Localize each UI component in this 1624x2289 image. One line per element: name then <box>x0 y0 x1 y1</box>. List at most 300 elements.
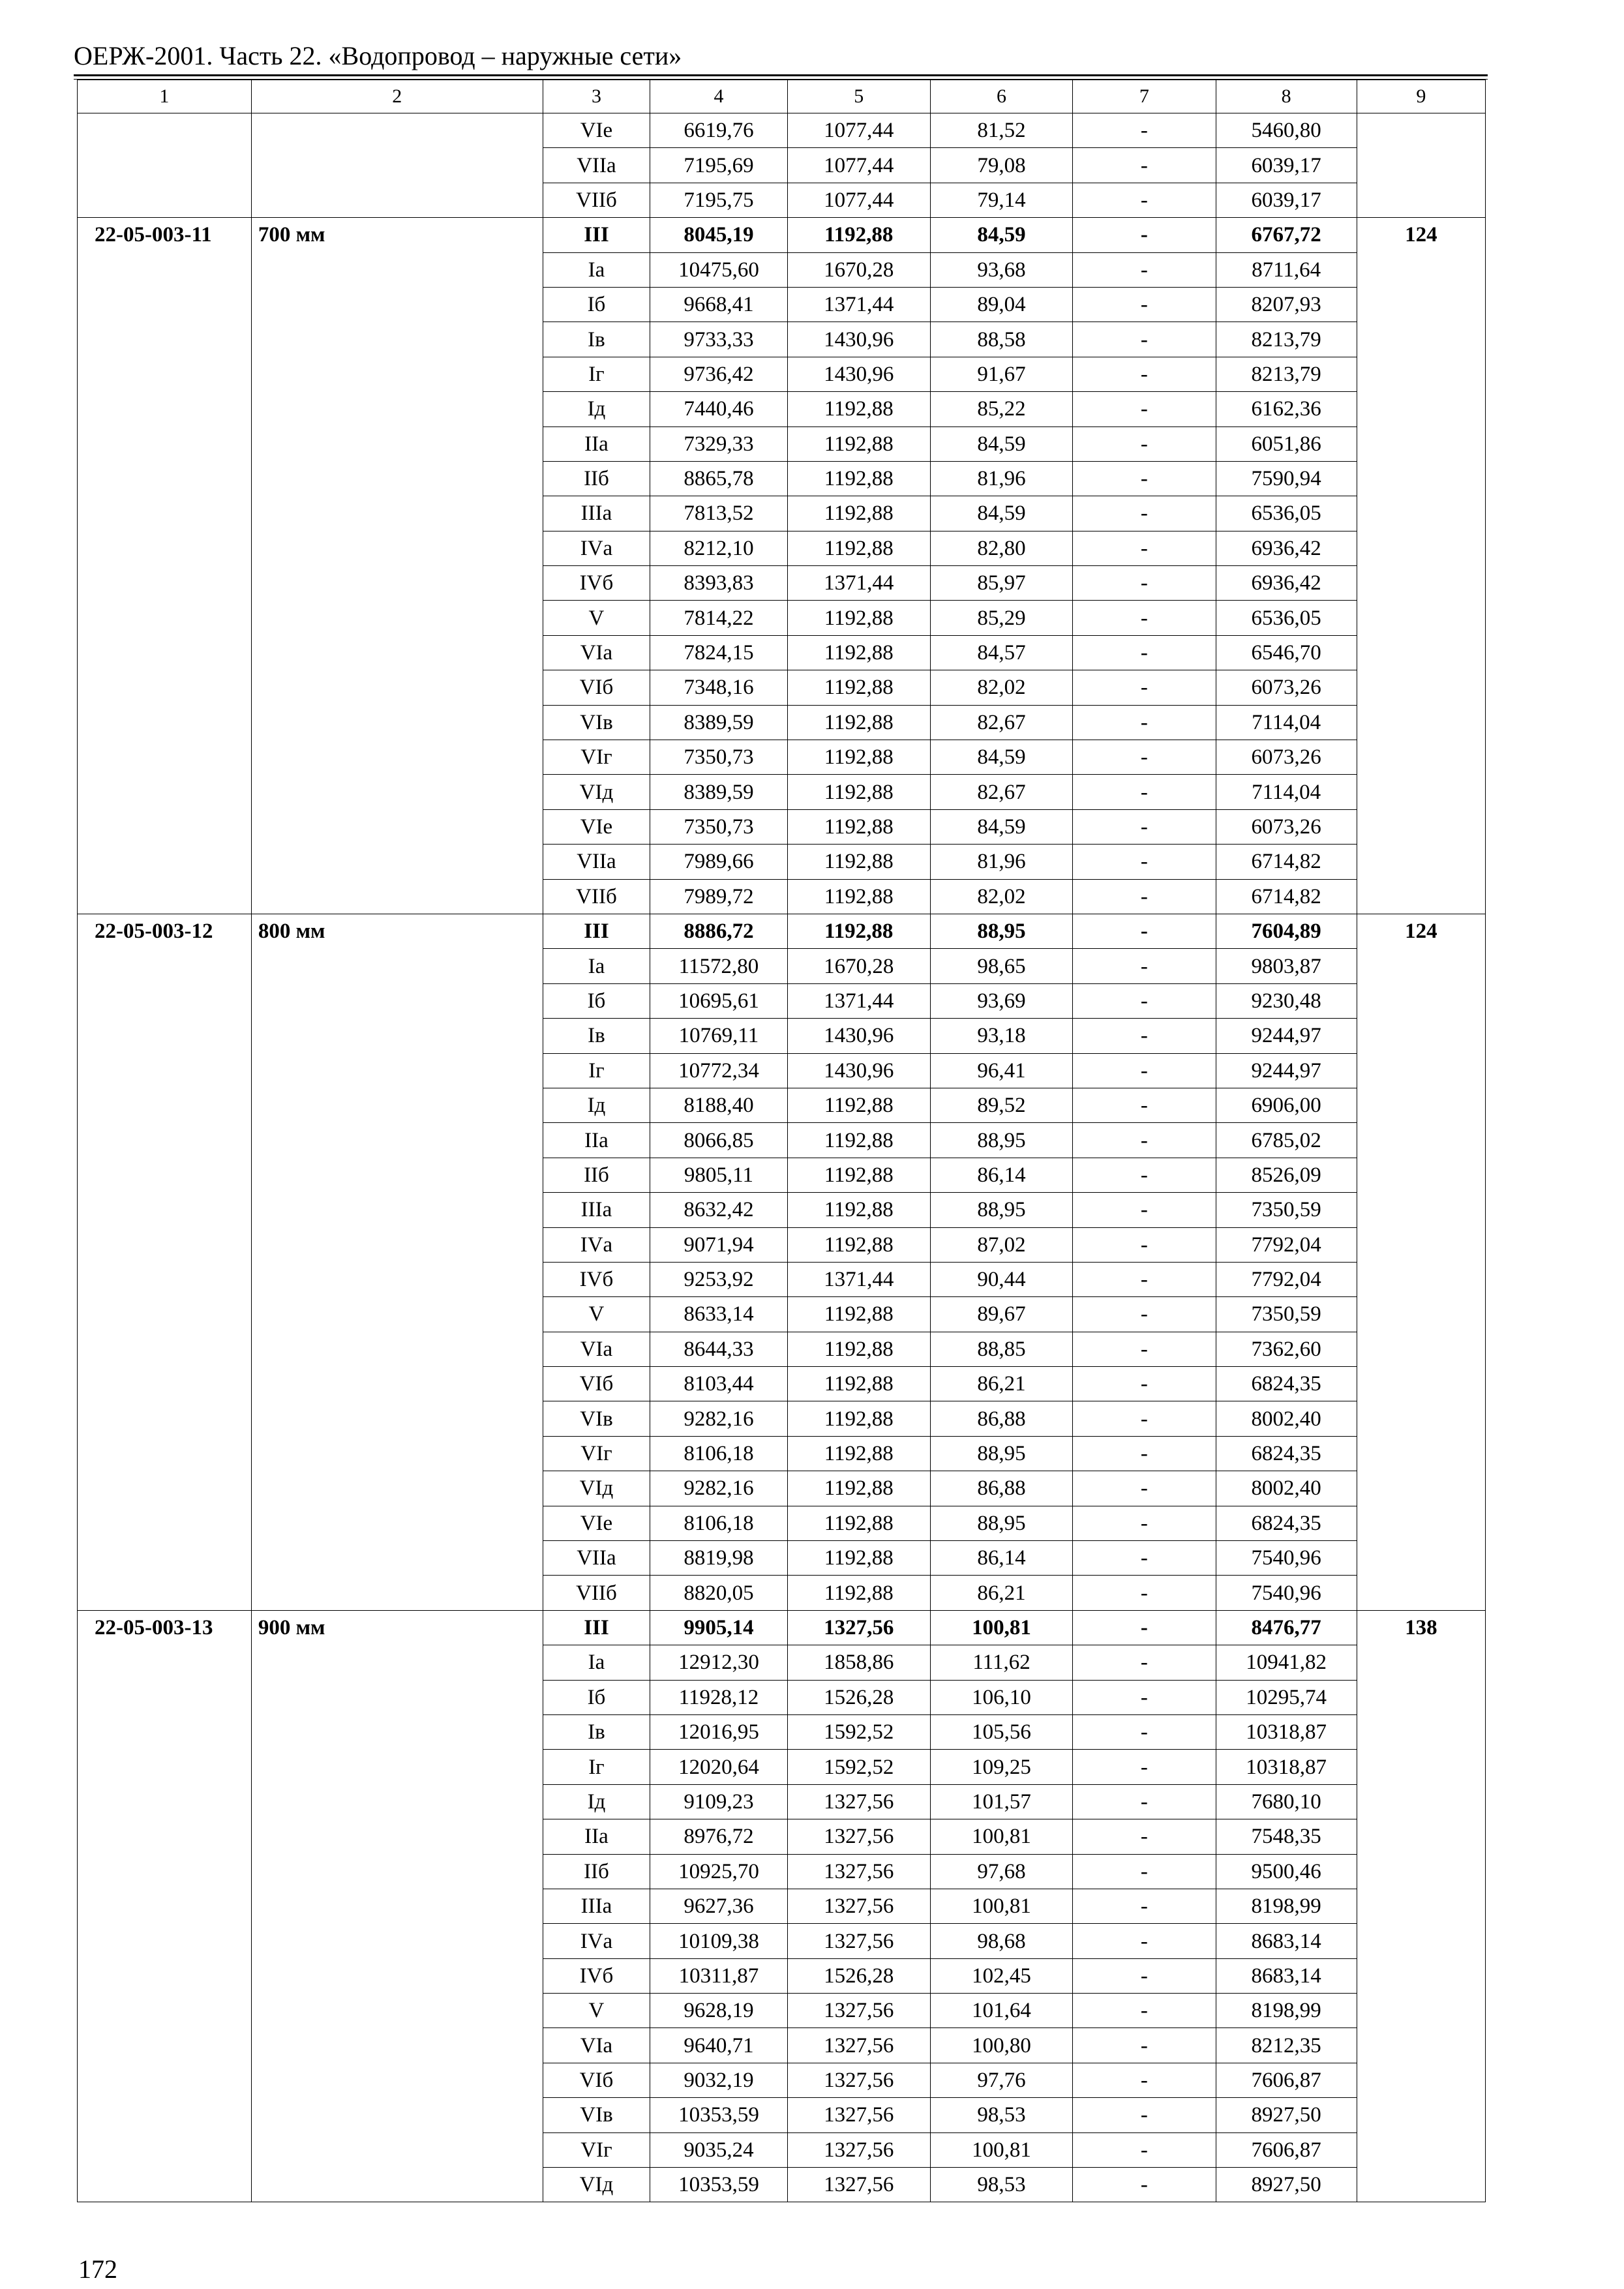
variant-cell: Iв <box>543 1019 650 1053</box>
machine-cost-cell: 88,95 <box>930 914 1072 948</box>
driver-wage-cell: - <box>1073 1889 1216 1923</box>
material-cost-cell: 6936,42 <box>1216 531 1357 565</box>
variant-cell: VIб <box>543 2063 650 2097</box>
labor-cost-cell: 1192,88 <box>787 740 930 775</box>
labor-cost-cell: 1430,96 <box>787 322 930 357</box>
driver-wage-cell: - <box>1073 566 1216 601</box>
total-cost-cell: 7350,73 <box>650 740 787 775</box>
driver-wage-cell: - <box>1073 2132 1216 2167</box>
machine-cost-cell: 100,81 <box>930 2132 1072 2167</box>
labor-cost-cell: 1192,88 <box>787 1506 930 1540</box>
driver-wage-cell: - <box>1073 1854 1216 1889</box>
labor-cost-cell: 1327,56 <box>787 2168 930 2202</box>
labor-cost-cell: 1192,88 <box>787 670 930 705</box>
total-cost-cell: 8389,59 <box>650 705 787 740</box>
variant-cell: III <box>543 914 650 948</box>
variant-cell: VIIб <box>543 879 650 914</box>
driver-wage-cell: - <box>1073 1714 1216 1749</box>
driver-wage-cell: - <box>1073 1924 1216 1958</box>
variant-cell: VIIа <box>543 845 650 879</box>
column-number-row <box>78 80 1486 113</box>
total-cost-cell: 12016,95 <box>650 1714 787 1749</box>
pipe-diameter-cell: 800 мм <box>251 914 543 1610</box>
machine-cost-cell: 89,04 <box>930 287 1072 322</box>
material-cost-cell: 5460,80 <box>1216 113 1357 148</box>
table-row <box>78 218 1486 252</box>
driver-wage-cell: - <box>1073 879 1216 914</box>
machine-cost-cell: 85,97 <box>930 566 1072 601</box>
material-cost-cell: 8213,79 <box>1216 322 1357 357</box>
material-cost-cell: 7792,04 <box>1216 1227 1357 1262</box>
total-cost-cell: 9253,92 <box>650 1262 787 1296</box>
machine-cost-cell: 100,80 <box>930 2028 1072 2063</box>
total-cost-cell: 10769,11 <box>650 1019 787 1053</box>
machine-cost-cell: 90,44 <box>930 1262 1072 1296</box>
driver-wage-cell: - <box>1073 775 1216 809</box>
machine-cost-cell: 98,53 <box>930 2168 1072 2202</box>
pipe-diameter-cell: 700 мм <box>251 218 543 914</box>
rate-code-cell: 22-05-003-11 <box>78 218 252 914</box>
total-cost-cell: 9071,94 <box>650 1227 787 1262</box>
driver-wage-cell: - <box>1073 1019 1216 1053</box>
labor-cost-cell: 1192,88 <box>787 218 930 252</box>
machine-cost-cell: 82,02 <box>930 879 1072 914</box>
variant-cell: VIд <box>543 1471 650 1506</box>
material-cost-cell: 9244,97 <box>1216 1053 1357 1088</box>
variant-cell: V <box>543 1297 650 1332</box>
labor-cost-cell: 1327,56 <box>787 1924 930 1958</box>
machine-cost-cell: 98,68 <box>930 1924 1072 1958</box>
total-cost-cell: 7813,52 <box>650 496 787 531</box>
labor-cost-cell: 1327,56 <box>787 1784 930 1819</box>
labor-cost-cell: 1077,44 <box>787 113 930 148</box>
variant-cell: VIа <box>543 635 650 670</box>
material-cost-cell: 7590,94 <box>1216 461 1357 496</box>
material-cost-cell: 6051,86 <box>1216 426 1357 461</box>
total-cost-cell: 11572,80 <box>650 949 787 983</box>
variant-cell: IVа <box>543 531 650 565</box>
material-cost-cell: 8683,14 <box>1216 1958 1357 1993</box>
material-cost-cell: 6073,26 <box>1216 809 1357 844</box>
labor-cost-cell: 1192,88 <box>787 1088 930 1122</box>
material-cost-cell: 7680,10 <box>1216 1784 1357 1819</box>
material-cost-cell: 6039,17 <box>1216 148 1357 183</box>
material-cost-cell: 8711,64 <box>1216 252 1357 287</box>
labor-cost-cell: 1327,56 <box>787 1889 930 1923</box>
variant-cell: IVб <box>543 1958 650 1993</box>
machine-cost-cell: 97,76 <box>930 2063 1072 2097</box>
material-cost-cell: 6767,72 <box>1216 218 1357 252</box>
total-cost-cell: 10109,38 <box>650 1924 787 1958</box>
rate-code-cell: 22-05-003-13 <box>78 1610 252 2202</box>
material-cost-cell: 7350,59 <box>1216 1297 1357 1332</box>
labor-cost-cell: 1430,96 <box>787 357 930 391</box>
material-cost-cell: 8476,77 <box>1216 1610 1357 1645</box>
driver-wage-cell: - <box>1073 1367 1216 1401</box>
material-cost-cell: 9803,87 <box>1216 949 1357 983</box>
variant-cell: Iб <box>543 287 650 322</box>
driver-wage-cell: - <box>1073 1158 1216 1192</box>
total-cost-cell: 10311,87 <box>650 1958 787 1993</box>
material-cost-cell: 6785,02 <box>1216 1123 1357 1158</box>
machine-cost-cell: 98,65 <box>930 949 1072 983</box>
material-cost-cell: 8198,99 <box>1216 1889 1357 1923</box>
labor-cost-cell: 1192,88 <box>787 1367 930 1401</box>
labor-cost-cell: 1327,56 <box>787 2132 930 2167</box>
material-cost-cell: 9500,46 <box>1216 1854 1357 1889</box>
driver-wage-cell: - <box>1073 809 1216 844</box>
machine-cost-cell: 101,64 <box>930 1994 1072 2028</box>
labor-cost-cell: 1327,56 <box>787 1994 930 2028</box>
variant-cell: IIIа <box>543 496 650 531</box>
variant-cell: IIа <box>543 1819 650 1854</box>
variant-cell: Iг <box>543 357 650 391</box>
labor-cost-cell: 1192,88 <box>787 1297 930 1332</box>
total-cost-cell: 9640,71 <box>650 2028 787 2063</box>
machine-cost-cell: 101,57 <box>930 1784 1072 1819</box>
column-number: 3 <box>543 80 650 113</box>
machine-cost-cell: 82,80 <box>930 531 1072 565</box>
page-header: ОЕРЖ-2001. Часть 22. «Водопровод – наружные сети» <box>74 41 682 70</box>
total-cost-cell: 7195,75 <box>650 183 787 217</box>
table-row <box>78 113 1486 148</box>
machine-cost-cell: 88,58 <box>930 322 1072 357</box>
machine-cost-cell: 88,85 <box>930 1332 1072 1366</box>
labor-cost-cell: 1192,88 <box>787 1193 930 1227</box>
machine-cost-cell: 86,21 <box>930 1367 1072 1401</box>
total-cost-cell: 7824,15 <box>650 635 787 670</box>
machine-cost-cell: 106,10 <box>930 1680 1072 1714</box>
driver-wage-cell: - <box>1073 461 1216 496</box>
total-cost-cell: 10695,61 <box>650 983 787 1018</box>
driver-wage-cell: - <box>1073 1053 1216 1088</box>
variant-cell: VIе <box>543 809 650 844</box>
driver-wage-cell: - <box>1073 392 1216 426</box>
labor-cost-cell: 1192,88 <box>787 705 930 740</box>
labor-cost-cell: 1192,88 <box>787 426 930 461</box>
labor-cost-cell: 1526,28 <box>787 1680 930 1714</box>
variant-cell: IIа <box>543 426 650 461</box>
machine-cost-cell: 86,21 <box>930 1576 1072 1610</box>
labor-cost-cell: 1327,56 <box>787 1854 930 1889</box>
labor-cost-cell: 1192,88 <box>787 809 930 844</box>
labor-cost-cell: 1192,88 <box>787 1541 930 1576</box>
driver-wage-cell: - <box>1073 1123 1216 1158</box>
machine-cost-cell: 82,67 <box>930 705 1072 740</box>
material-cost-cell: 7606,87 <box>1216 2132 1357 2167</box>
machine-cost-cell: 85,22 <box>930 392 1072 426</box>
resource-code-cell: 124 <box>1357 218 1485 914</box>
total-cost-cell: 7989,72 <box>650 879 787 914</box>
table-body <box>78 80 1486 2202</box>
material-cost-cell: 7114,04 <box>1216 705 1357 740</box>
total-cost-cell: 7329,33 <box>650 426 787 461</box>
machine-cost-cell: 79,08 <box>930 148 1072 183</box>
driver-wage-cell: - <box>1073 1576 1216 1610</box>
total-cost-cell: 11928,12 <box>650 1680 787 1714</box>
driver-wage-cell: - <box>1073 601 1216 635</box>
total-cost-cell: 8389,59 <box>650 775 787 809</box>
pipe-diameter-cell: 900 мм <box>251 1610 543 2202</box>
total-cost-cell: 7350,73 <box>650 809 787 844</box>
variant-cell: VIд <box>543 2168 650 2202</box>
labor-cost-cell: 1192,88 <box>787 461 930 496</box>
material-cost-cell: 6073,26 <box>1216 740 1357 775</box>
driver-wage-cell: - <box>1073 983 1216 1018</box>
variant-cell: Iд <box>543 1088 650 1122</box>
machine-cost-cell: 86,88 <box>930 1401 1072 1436</box>
material-cost-cell: 6824,35 <box>1216 1436 1357 1471</box>
material-cost-cell: 6824,35 <box>1216 1367 1357 1401</box>
variant-cell: VIг <box>543 2132 650 2167</box>
driver-wage-cell: - <box>1073 1645 1216 1680</box>
labor-cost-cell: 1327,56 <box>787 2063 930 2097</box>
table-row <box>78 1610 1486 1645</box>
machine-cost-cell: 97,68 <box>930 1854 1072 1889</box>
rate-code-cell: 22-05-003-12 <box>78 914 252 1610</box>
variant-cell: VIIа <box>543 1541 650 1576</box>
driver-wage-cell: - <box>1073 252 1216 287</box>
total-cost-cell: 10353,59 <box>650 2098 787 2132</box>
total-cost-cell: 7195,69 <box>650 148 787 183</box>
variant-cell: VIв <box>543 705 650 740</box>
total-cost-cell: 7348,16 <box>650 670 787 705</box>
material-cost-cell: 6546,70 <box>1216 635 1357 670</box>
machine-cost-cell: 84,59 <box>930 426 1072 461</box>
labor-cost-cell: 1430,96 <box>787 1053 930 1088</box>
total-cost-cell: 9733,33 <box>650 322 787 357</box>
labor-cost-cell: 1192,88 <box>787 601 930 635</box>
material-cost-cell: 6714,82 <box>1216 879 1357 914</box>
variant-cell: V <box>543 1994 650 2028</box>
variant-cell: VIIа <box>543 148 650 183</box>
material-cost-cell: 7540,96 <box>1216 1541 1357 1576</box>
variant-cell: III <box>543 1610 650 1645</box>
resource-code-cell: 124 <box>1357 914 1485 1610</box>
material-cost-cell: 7604,89 <box>1216 914 1357 948</box>
material-cost-cell: 7362,60 <box>1216 1332 1357 1366</box>
driver-wage-cell: - <box>1073 1227 1216 1262</box>
material-cost-cell: 8207,93 <box>1216 287 1357 322</box>
total-cost-cell: 9627,36 <box>650 1889 787 1923</box>
driver-wage-cell: - <box>1073 1750 1216 1784</box>
driver-wage-cell: - <box>1073 496 1216 531</box>
pipe-diameter-cell <box>251 113 543 218</box>
labor-cost-cell: 1670,28 <box>787 252 930 287</box>
variant-cell: IIб <box>543 1854 650 1889</box>
header-rule-thick <box>74 74 1488 76</box>
driver-wage-cell: - <box>1073 1262 1216 1296</box>
material-cost-cell: 8212,35 <box>1216 2028 1357 2063</box>
column-number: 6 <box>930 80 1072 113</box>
variant-cell: VIIб <box>543 183 650 217</box>
material-cost-cell: 6162,36 <box>1216 392 1357 426</box>
material-cost-cell: 6714,82 <box>1216 845 1357 879</box>
variant-cell: VIе <box>543 113 650 148</box>
machine-cost-cell: 88,95 <box>930 1436 1072 1471</box>
total-cost-cell: 8820,05 <box>650 1576 787 1610</box>
material-cost-cell: 7350,59 <box>1216 1193 1357 1227</box>
material-cost-cell: 7548,35 <box>1216 1819 1357 1854</box>
total-cost-cell: 8886,72 <box>650 914 787 948</box>
driver-wage-cell: - <box>1073 740 1216 775</box>
machine-cost-cell: 88,95 <box>930 1506 1072 1540</box>
column-number: 4 <box>650 80 787 113</box>
total-cost-cell: 7989,66 <box>650 845 787 879</box>
variant-cell: VIг <box>543 1436 650 1471</box>
machine-cost-cell: 98,53 <box>930 2098 1072 2132</box>
driver-wage-cell: - <box>1073 845 1216 879</box>
machine-cost-cell: 100,81 <box>930 1889 1072 1923</box>
total-cost-cell: 8644,33 <box>650 1332 787 1366</box>
total-cost-cell: 8212,10 <box>650 531 787 565</box>
total-cost-cell: 10475,60 <box>650 252 787 287</box>
labor-cost-cell: 1371,44 <box>787 566 930 601</box>
variant-cell: VIв <box>543 2098 650 2132</box>
machine-cost-cell: 84,59 <box>930 218 1072 252</box>
labor-cost-cell: 1371,44 <box>787 287 930 322</box>
machine-cost-cell: 102,45 <box>930 1958 1072 1993</box>
total-cost-cell: 9109,23 <box>650 1784 787 1819</box>
labor-cost-cell: 1192,88 <box>787 775 930 809</box>
variant-cell: VIд <box>543 775 650 809</box>
variant-cell: VIIб <box>543 1576 650 1610</box>
labor-cost-cell: 1192,88 <box>787 845 930 879</box>
variant-cell: VIа <box>543 1332 650 1366</box>
labor-cost-cell: 1526,28 <box>787 1958 930 1993</box>
labor-cost-cell: 1077,44 <box>787 148 930 183</box>
machine-cost-cell: 109,25 <box>930 1750 1072 1784</box>
driver-wage-cell: - <box>1073 949 1216 983</box>
material-cost-cell: 8002,40 <box>1216 1471 1357 1506</box>
machine-cost-cell: 82,67 <box>930 775 1072 809</box>
variant-cell: Iд <box>543 392 650 426</box>
total-cost-cell: 10925,70 <box>650 1854 787 1889</box>
machine-cost-cell: 84,59 <box>930 496 1072 531</box>
labor-cost-cell: 1858,86 <box>787 1645 930 1680</box>
price-table <box>77 80 1486 2202</box>
variant-cell: IIб <box>543 461 650 496</box>
total-cost-cell: 8633,14 <box>650 1297 787 1332</box>
labor-cost-cell: 1192,88 <box>787 1471 930 1506</box>
total-cost-cell: 9668,41 <box>650 287 787 322</box>
total-cost-cell: 8632,42 <box>650 1193 787 1227</box>
labor-cost-cell: 1592,52 <box>787 1750 930 1784</box>
column-number: 2 <box>251 80 543 113</box>
machine-cost-cell: 105,56 <box>930 1714 1072 1749</box>
material-cost-cell: 9244,97 <box>1216 1019 1357 1053</box>
total-cost-cell: 9035,24 <box>650 2132 787 2167</box>
labor-cost-cell: 1192,88 <box>787 1123 930 1158</box>
driver-wage-cell: - <box>1073 1193 1216 1227</box>
labor-cost-cell: 1192,88 <box>787 1576 930 1610</box>
labor-cost-cell: 1592,52 <box>787 1714 930 1749</box>
labor-cost-cell: 1371,44 <box>787 983 930 1018</box>
machine-cost-cell: 81,96 <box>930 461 1072 496</box>
machine-cost-cell: 81,52 <box>930 113 1072 148</box>
labor-cost-cell: 1371,44 <box>787 1262 930 1296</box>
total-cost-cell: 9282,16 <box>650 1401 787 1436</box>
machine-cost-cell: 111,62 <box>930 1645 1072 1680</box>
column-number: 8 <box>1216 80 1357 113</box>
variant-cell: VIв <box>543 1401 650 1436</box>
material-cost-cell: 7540,96 <box>1216 1576 1357 1610</box>
machine-cost-cell: 88,95 <box>930 1193 1072 1227</box>
driver-wage-cell: - <box>1073 357 1216 391</box>
total-cost-cell: 10353,59 <box>650 2168 787 2202</box>
labor-cost-cell: 1192,88 <box>787 1401 930 1436</box>
machine-cost-cell: 82,02 <box>930 670 1072 705</box>
labor-cost-cell: 1430,96 <box>787 1019 930 1053</box>
machine-cost-cell: 86,14 <box>930 1541 1072 1576</box>
material-cost-cell: 6824,35 <box>1216 1506 1357 1540</box>
variant-cell: IVа <box>543 1227 650 1262</box>
machine-cost-cell: 79,14 <box>930 183 1072 217</box>
machine-cost-cell: 84,59 <box>930 809 1072 844</box>
labor-cost-cell: 1192,88 <box>787 914 930 948</box>
table-row <box>78 914 1486 948</box>
material-cost-cell: 6073,26 <box>1216 670 1357 705</box>
variant-cell: Iб <box>543 983 650 1018</box>
driver-wage-cell: - <box>1073 670 1216 705</box>
material-cost-cell: 7606,87 <box>1216 2063 1357 2097</box>
driver-wage-cell: - <box>1073 635 1216 670</box>
labor-cost-cell: 1077,44 <box>787 183 930 217</box>
driver-wage-cell: - <box>1073 1958 1216 1993</box>
material-cost-cell: 10318,87 <box>1216 1750 1357 1784</box>
material-cost-cell: 7792,04 <box>1216 1262 1357 1296</box>
variant-cell: Iа <box>543 252 650 287</box>
driver-wage-cell: - <box>1073 2168 1216 2202</box>
driver-wage-cell: - <box>1073 148 1216 183</box>
resource-code-cell: 138 <box>1357 1610 1485 2202</box>
variant-cell: VIе <box>543 1506 650 1540</box>
driver-wage-cell: - <box>1073 1680 1216 1714</box>
total-cost-cell: 9736,42 <box>650 357 787 391</box>
material-cost-cell: 6906,00 <box>1216 1088 1357 1122</box>
variant-cell: VIб <box>543 670 650 705</box>
variant-cell: IVб <box>543 566 650 601</box>
driver-wage-cell: - <box>1073 1401 1216 1436</box>
material-cost-cell: 6536,05 <box>1216 496 1357 531</box>
labor-cost-cell: 1192,88 <box>787 1332 930 1366</box>
machine-cost-cell: 87,02 <box>930 1227 1072 1262</box>
variant-cell: IVб <box>543 1262 650 1296</box>
machine-cost-cell: 93,68 <box>930 252 1072 287</box>
column-number: 7 <box>1073 80 1216 113</box>
variant-cell: IIIа <box>543 1889 650 1923</box>
driver-wage-cell: - <box>1073 1471 1216 1506</box>
labor-cost-cell: 1192,88 <box>787 496 930 531</box>
machine-cost-cell: 88,95 <box>930 1123 1072 1158</box>
labor-cost-cell: 1327,56 <box>787 1610 930 1645</box>
material-cost-cell: 9230,48 <box>1216 983 1357 1018</box>
total-cost-cell: 9628,19 <box>650 1994 787 2028</box>
total-cost-cell: 8045,19 <box>650 218 787 252</box>
machine-cost-cell: 81,96 <box>930 845 1072 879</box>
machine-cost-cell: 89,52 <box>930 1088 1072 1122</box>
total-cost-cell: 7814,22 <box>650 601 787 635</box>
variant-cell: IIа <box>543 1123 650 1158</box>
driver-wage-cell: - <box>1073 1784 1216 1819</box>
labor-cost-cell: 1192,88 <box>787 1227 930 1262</box>
driver-wage-cell: - <box>1073 113 1216 148</box>
variant-cell: V <box>543 601 650 635</box>
total-cost-cell: 8103,44 <box>650 1367 787 1401</box>
variant-cell: Iа <box>543 949 650 983</box>
driver-wage-cell: - <box>1073 1610 1216 1645</box>
material-cost-cell: 6039,17 <box>1216 183 1357 217</box>
